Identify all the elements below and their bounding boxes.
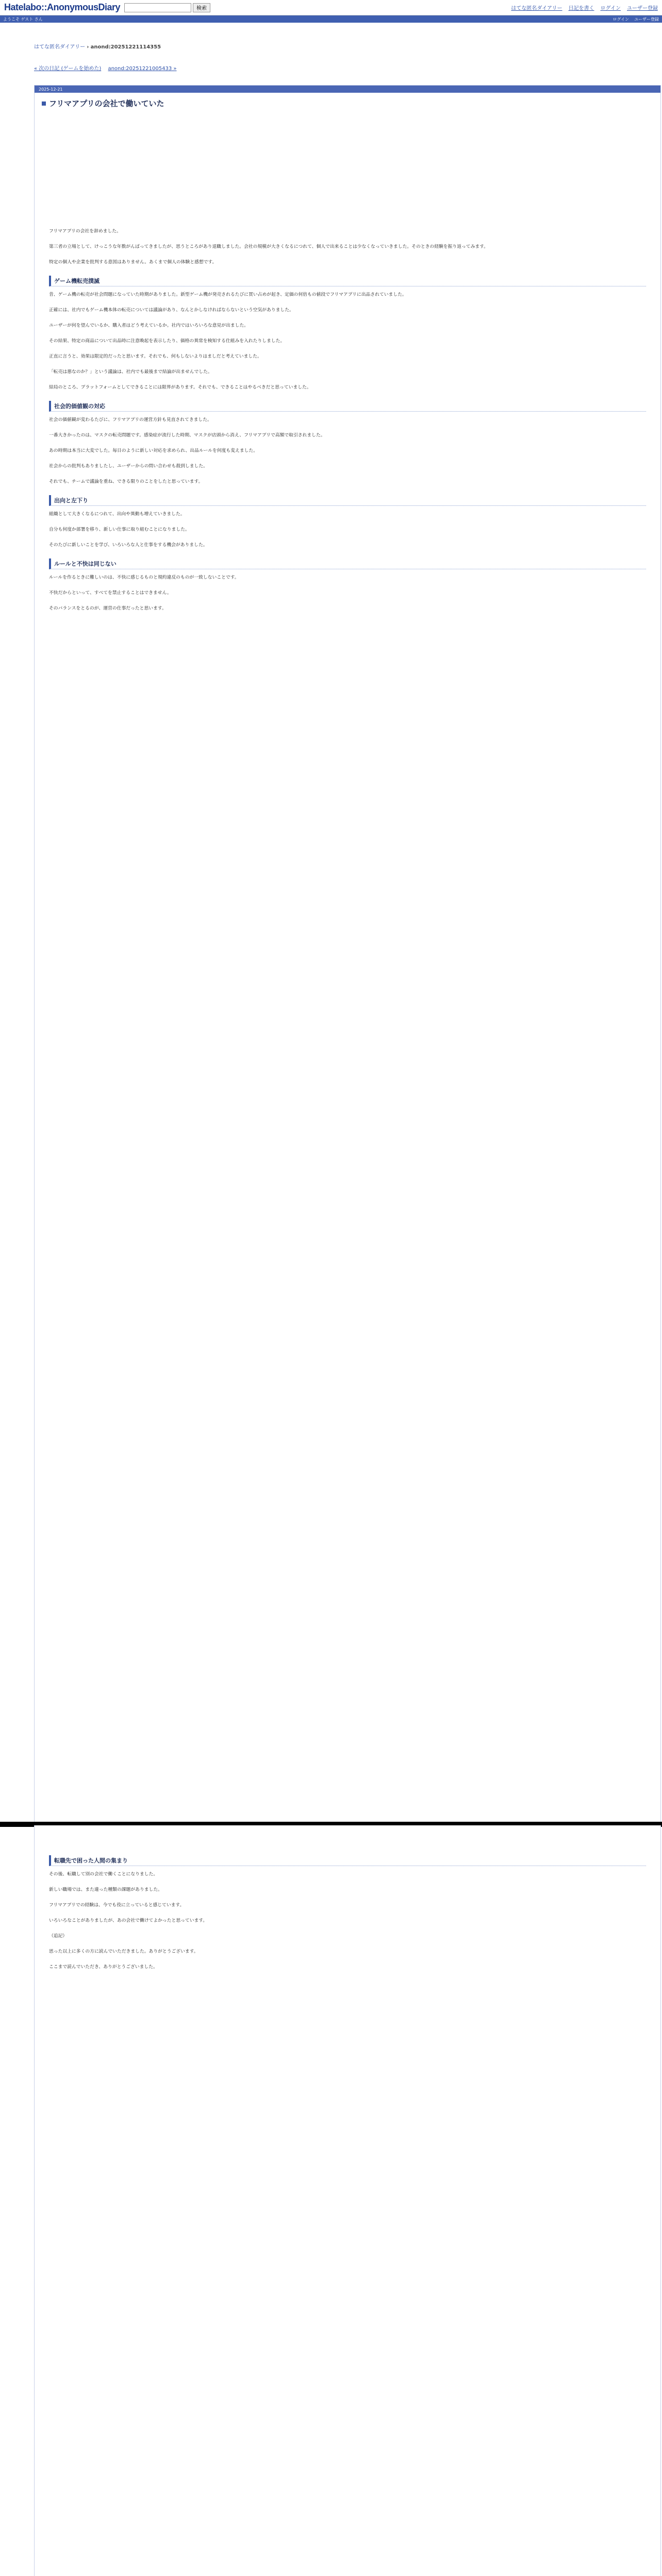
entry-sections [35,276,660,613]
nav-login[interactable]: ログイン [613,16,629,22]
paragraph: 不快だからといって、すべてを禁止することはできません。 [49,590,172,596]
entry-sections-bottom [35,1825,660,1971]
paragraph: 結局のところ、プラットフォームとしてできることには限界があります。それでも、できることはやるべきだと思っていました。 [49,385,311,390]
site-logo[interactable]: Hatelabo::AnonymousDiary [4,2,121,12]
paragraph: 正直に言うと、効果は限定的だったと思います。それでも、何もしないよりはましだと考えていました。 [49,354,262,359]
breadcrumb-entry: anond:20251221114355 [90,44,161,50]
paragraph: 組織として大きくなるにつれて、出向や異動も増えていきました。 [49,512,185,517]
paragraph: 第三者の立場として、けっこうな年数がんばってきましたが、思うところがあり退職しました。会社の規模が大きくなるにつれて、個人で出来ることは少なくなっていきました。そのときの経験を振り返ってみます。 [49,244,489,249]
top-bar [0,0,662,15]
paragraph: 正確には、社内でもゲーム機本体の転売については議論があり、なんとかしなければならないという空気がありました。 [49,308,294,313]
paragraph: 自分も何度か部署を移り、新しい仕事に取り組むことになりました。 [49,527,190,532]
top-link-write[interactable]: 日記を書く [568,6,594,11]
paragraph: ルールを作るときに難しいのは、不快に感じるものと規約違反のものが一致しないことです。 [49,575,239,580]
top-link-diary[interactable]: はてな匿名ダイアリー [511,6,562,11]
entry-title-row [35,93,660,114]
section-heading: 転職先で困った人間の集まり [49,1855,646,1866]
entry-title[interactable]: フリマアプリの会社で働いていた [49,99,164,108]
paragraph: 「転売は悪なのか？」という議論は、社内でも最後まで結論が出ませんでした。 [49,369,212,375]
paragraph: それでも、チームで議論を重ね、できる限りのことをしたと思っています。 [49,479,203,484]
paragraph: あの時期は本当に大変でした。毎日のように新しい対応を求められ、出品ルールを何度も変えました。 [49,448,258,453]
top-links [511,4,658,11]
nav-welcome: ようこそ ゲスト さん [3,16,43,22]
search-input[interactable] [124,3,191,12]
paragraph: 特定の個人や企業を批判する意図はありません。あくまで個人の体験と感想です。 [49,260,217,265]
paragraph: そのバランスをとるのが、運営の仕事だったと思います。 [49,606,167,611]
paragraph: 社会からの批判もありましたし、ユーザーからの問い合わせも殺到しました。 [49,464,208,469]
paragraph: （追記） [49,1934,68,1939]
paragraph: ユーザーが何を望んでいるか、購入者はどう考えているか。社内ではいろいろな意見が出ました。 [49,323,249,328]
breadcrumb-home[interactable]: はてな匿名ダイアリー [34,44,86,50]
paragraph: 昔、ゲーム機の転売が社会問題になっていた時期がありました。新型ゲーム機が発売されるたびに買い占めが起き、定価の何倍もの値段でフリマアプリに出品されていました。 [49,292,407,297]
entry-body [34,85,661,1824]
paragraph: 一番大きかったのは、マスクの転売問題です。感染症が流行した時期、マスクが店頭から消え、フリマアプリで高額で取引されました。 [49,433,325,438]
breadcrumb [34,42,161,50]
entry-date: 2025-12-21 [35,86,660,93]
entry-body-continued [34,1825,661,2576]
pager [34,64,181,72]
top-link-login[interactable]: ログイン [600,6,621,11]
section-heading: 社会的価値観の対応 [49,401,646,412]
nav-register[interactable]: ユーザー登録 [634,16,659,22]
paragraph: そのたびに新しいことを学び、いろいろな人と仕事をする機会がありました。 [49,543,208,548]
paragraph: いろいろなことがありましたが、あの会社で働けてよかったと思っています。 [49,1918,208,1923]
search-button[interactable]: 検索 [193,3,210,12]
section-heading: 出向と左下り [49,495,646,506]
paragraph: フリマアプリでの経験は、今でも役に立っていると感じています。 [49,1903,185,1908]
paragraph: 新しい職場では、また違った種類の課題がありました。 [49,1887,162,1892]
paragraph: 社会の価値観が変わるたびに、フリマアプリの運営方針も見直されてきました。 [49,417,212,422]
paragraph: ここまで読んでいただき、ありがとうございました。 [49,1964,158,1970]
top-link-register[interactable]: ユーザー登録 [627,6,658,11]
pager-next[interactable]: anond:20251221005433 » [108,66,177,72]
pager-prev[interactable]: « 次の日記 (ゲームを始めた) [34,66,102,72]
paragraph: その後、転職して別の会社で働くことになりました。 [49,1872,158,1877]
paragraph: フリマアプリの会社を辞めました。 [49,229,121,234]
nav-bar [0,15,662,23]
section-heading: ルールと不快は同じない [49,558,646,569]
section-heading: ゲーム機転売撲滅 [49,276,646,286]
paragraph: 思った以上に多くの方に読んでいただきました。ありがとうございます。 [49,1949,198,1954]
breadcrumb-separator: › [87,44,89,50]
title-square-icon [42,101,46,106]
paragraph: その結果、特定の商品について出品時に注意喚起を表示したり、価格の異常を検知する仕組みを入れたりしました。 [49,338,285,344]
